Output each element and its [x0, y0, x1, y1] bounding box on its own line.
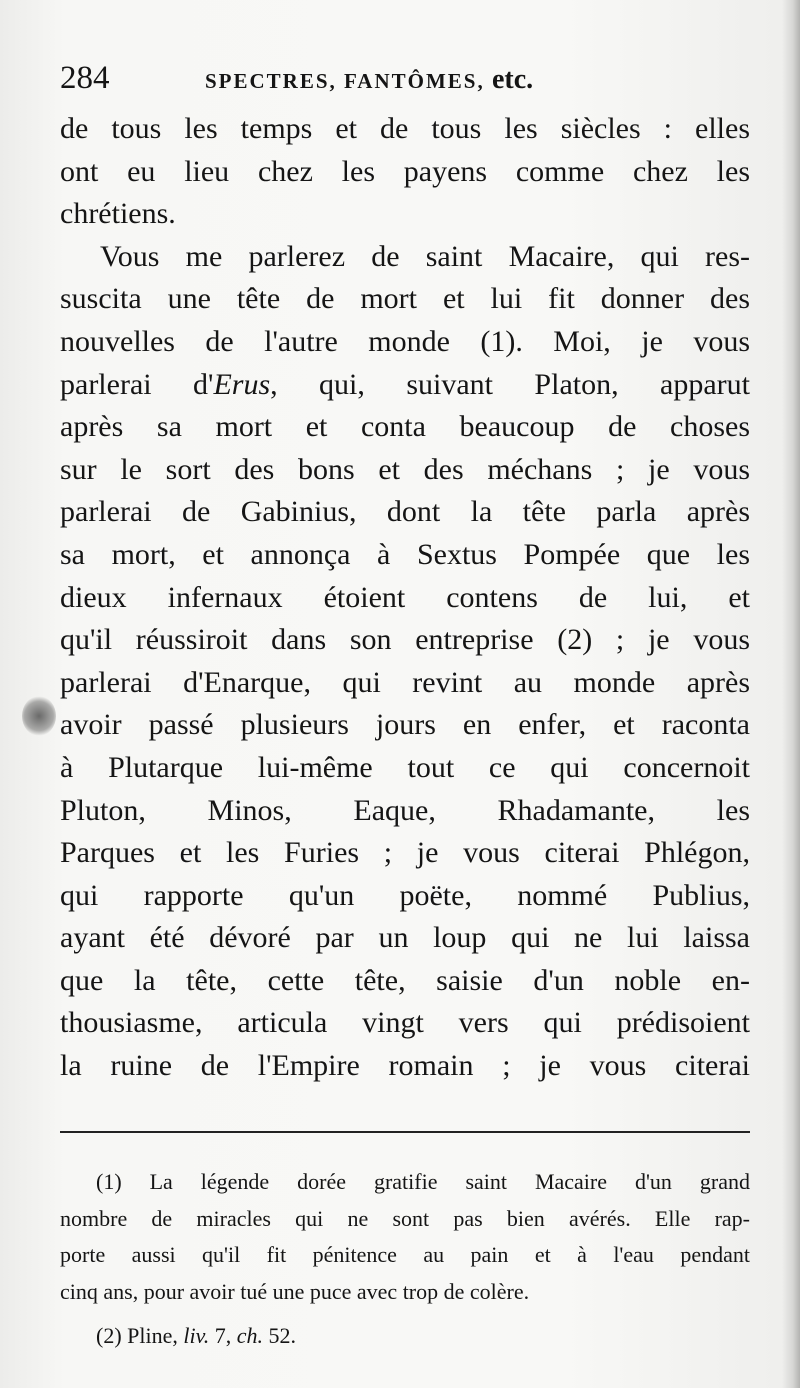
running-header — [60, 58, 750, 108]
body-line: chrétiens. — [60, 197, 176, 231]
page-number: 284 — [60, 60, 110, 96]
body-line: parlerai de Gabinius, dont la tête parla après — [60, 495, 750, 529]
body-text — [60, 108, 750, 1088]
body-line: suscita une tête de mort et lui fit donner des — [60, 282, 750, 316]
body-line: que la tête, cette tête, saisie d'un noble en- — [60, 963, 750, 997]
body-line: la ruine de l'Empire romain ; je vous citerai — [60, 1049, 750, 1083]
body-line: à Plutarque lui-même tout ce qui concernoit — [60, 750, 750, 784]
body-line: avoir passé plusieurs jours en enfer, et raconta — [60, 708, 750, 742]
body-line: ayant été dévoré par un loup qui ne lui laissa — [60, 921, 750, 955]
body-line: Vous me parlerez de saint Macaire, qui res- — [100, 239, 750, 273]
running-title-text: SPECTRES, FANTÔMES, — [205, 69, 485, 93]
footnote-2-chapter-abbr: ch. — [236, 1323, 264, 1348]
body-line: thousiasme, articula vingt vers qui prédisoient — [60, 1006, 750, 1040]
body-line: nouvelles de l'autre monde (1). Moi, je vous — [60, 324, 750, 358]
footnote-2-prefix: (2) Pline, — [96, 1323, 178, 1348]
body-line: qui rapporte qu'un poëte, nommé Publius, — [60, 878, 750, 912]
body-line: après sa mort et conta beaucoup de choses — [60, 410, 750, 444]
body-line: sa mort, et annonça à Sextus Pompée que les — [60, 537, 750, 571]
body-line: dieux infernaux étoient contens de lui, et — [60, 580, 750, 614]
footnote-1 — [60, 1164, 750, 1310]
footnote-rule — [60, 1131, 750, 1133]
body-line: ont eu lieu chez les payens comme chez les — [60, 154, 750, 188]
running-title-suffix: etc. — [492, 64, 534, 95]
body-line: de tous les temps et de tous les siècles : elles — [60, 112, 750, 145]
footnote-1-line: cinq ans, pour avoir tué une puce avec trop de colère. — [60, 1278, 530, 1304]
body-line: parlerai d'Erus, qui, suivant Platon, apparut — [60, 367, 750, 401]
footnote-1-line: nombre de miracles qui ne sont pas bien avérés. Elle rap- — [60, 1205, 750, 1231]
body-line: qu'il réussiroit dans son entreprise (2) ; je vous — [60, 623, 750, 657]
footnote-2 — [60, 1318, 750, 1355]
page-edge-shadow — [782, 0, 800, 1388]
footnote-2-book-num: 7, — [214, 1323, 232, 1348]
footnote-2-chapter-num: 52. — [268, 1323, 297, 1348]
footnote-2-book-abbr: liv. — [183, 1323, 210, 1348]
body-line: sur le sort des bons et des méchans ; je vous — [60, 452, 750, 486]
body-line: Parques et les Furies ; je vous citerai Phlégon, — [60, 836, 750, 870]
body-line: parlerai d'Enarque, qui revint au monde après — [60, 665, 750, 699]
running-title — [205, 62, 533, 99]
footnotes — [60, 1164, 750, 1355]
footnote-1-line: porte aussi qu'il fit pénitence au pain et à l'eau pendant — [60, 1242, 750, 1267]
footnote-1-line: (1) La légende dorée gratifie saint Macaire d'un grand — [96, 1169, 750, 1194]
body-line: Pluton, Minos, Eaque, Rhadamante, les — [60, 793, 750, 827]
ink-blot — [22, 696, 56, 736]
